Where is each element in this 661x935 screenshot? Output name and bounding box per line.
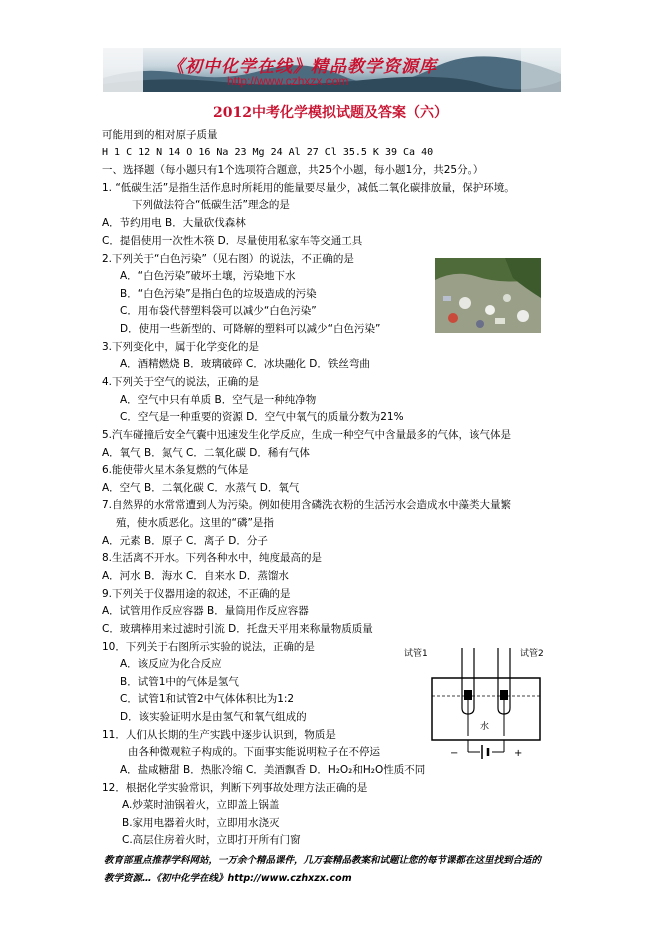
question-line: C．试管1和试管2中气体体积比为1:2	[120, 693, 295, 705]
question-line: 4.下列关于空气的说法，正确的是	[102, 376, 260, 388]
question-line: 8.生活离不开水。下列各种水中，纯度最高的是	[102, 552, 323, 564]
banner-title: 《初中化学在线》精品教学资源库	[167, 57, 437, 77]
question-line: 5.汽车碰撞后安全气囊中迅速发生化学反应，生成一种空气中含量最多的气体，该气体是	[102, 429, 512, 441]
question-line: 3.下列变化中，属于化学变化的是	[102, 341, 260, 353]
question-line: A．河水 B．海水 C．自来水 D．蒸馏水	[102, 570, 289, 582]
header-banner	[103, 48, 561, 92]
tube2-label: 试管2	[520, 649, 544, 659]
question-line: B.家用电器着火时，立即用水浇灭	[122, 817, 280, 829]
page-title: 2012中考化学模拟试题及答案（六）	[213, 105, 448, 121]
question-line: 1. “低碳生活”是指生活作息时所耗用的能量要尽量少，减低二氧化碳排放量，保护环境。	[102, 182, 515, 194]
question-line: B．“白色污染”是指白色的垃圾造成的污染	[120, 288, 317, 300]
atomic-mass-heading: 可能用到的相对原子质量	[102, 129, 218, 141]
footer-line-2: 教学资源…《初中化学在线》http://www.czhxzx.com	[104, 873, 352, 884]
question-line: 11．人们从长期的生产实践中逐步认识到，物质是	[102, 729, 336, 741]
question-line: C．用布袋代替塑料袋可以减少“白色污染”	[120, 305, 317, 317]
question-line: A．试管用作反应容器 B．量筒用作反应容器	[102, 605, 309, 617]
question-line: 9.下列关于仪器用途的叙述，不正确的是	[102, 588, 291, 600]
question-line: B．试管1中的气体是氢气	[120, 676, 239, 688]
question-line: 7.自然界的水常常遭到人为污染。例如使用含磷洗衣粉的生活污水会造成水中藻类大量繁	[102, 499, 512, 511]
question-line: A．酒精燃烧 B．玻璃破碎 C．冰块融化 D．铁丝弯曲	[120, 358, 370, 370]
question-line: 6.能使带火星木条复燃的气体是	[102, 464, 249, 476]
question-line: D．使用一些新型的、可降解的塑料可以减少“白色污染”	[120, 323, 381, 335]
question-line: 12．根据化学实验常识，判断下列事故处理方法正确的是	[102, 782, 368, 794]
question-line: A．空气中只有单质 B．空气是一种纯净物	[120, 394, 317, 406]
question-line: 殖，使水质恶化。这里的“磷”是指	[116, 517, 274, 529]
svg-text:−: −	[450, 748, 459, 759]
banner-url[interactable]: http://www.czhxzx.com	[227, 74, 349, 88]
question-line: 下列做法符合“低碳生活”理念的是	[132, 199, 290, 211]
atomic-mass-values: H 1 C 12 N 14 O 16 Na 23 Mg 24 Al 27 Cl 35.5 K 39 Ca 40	[102, 147, 434, 158]
question-line: 由各种微观粒子构成的。下面事实能说明粒子在不停运	[128, 746, 380, 758]
question-line: A．空气 B．二氧化碳 C．水蒸气 D．氧气	[102, 482, 300, 494]
question-line: A.炒菜时油锅着火，立即盖上锅盖	[122, 799, 280, 811]
question-line: A．节约用电 B．大量砍伐森林	[102, 217, 246, 229]
question-line: D．该实验证明水是由氢气和氧气组成的	[120, 711, 307, 723]
footer-line-1: 教育部重点推荐学科网站，一万余个精品课件，几万套精品教案和试题让您的每节课都在这里找到合适的	[104, 855, 542, 866]
garbage-scene-icon	[435, 258, 541, 333]
svg-text:+: +	[514, 748, 523, 759]
tube1-label: 试管1	[404, 649, 428, 659]
question-line: 2.下列关于“白色污染”（见右图）的说法，不正确的是	[102, 253, 354, 265]
question-line: C.高层住房着火时，立即打开所有门窗	[122, 834, 301, 846]
white-pollution-photo	[435, 258, 541, 333]
question-line: A．元素 B．原子 C．离子 D．分子	[102, 535, 268, 547]
water-label: 水	[480, 722, 490, 732]
question-line: C．空气是一种重要的资源 D．空气中氧气的质量分数为21%	[120, 411, 404, 423]
electrolysis-apparatus	[400, 644, 572, 774]
question-line: A．该反应为化合反应	[120, 658, 222, 670]
question-line: A．“白色污染”破坏土壤，污染地下水	[120, 270, 296, 282]
question-line: A．盐咸糖甜 B．热胀冷缩 C．美酒飘香 D．H₂O₂和H₂O性质不同	[120, 764, 426, 776]
section-heading: 一、选择题（每小题只有1个选项符合题意，共25个小题，每小题1分，共25分。）	[102, 164, 484, 176]
question-line: C．提倡使用一次性木筷 D．尽量使用私家车等交通工具	[102, 235, 363, 247]
question-line: C．玻璃棒用来过滤时引流 D．托盘天平用来称量物质质量	[102, 623, 373, 635]
question-line: A．氧气 B．氮气 C．二氧化碳 D．稀有气体	[102, 447, 310, 459]
question-line: 10．下列关于右图所示实验的说法，正确的是	[102, 641, 315, 653]
electrolysis-diagram-icon	[400, 644, 572, 774]
